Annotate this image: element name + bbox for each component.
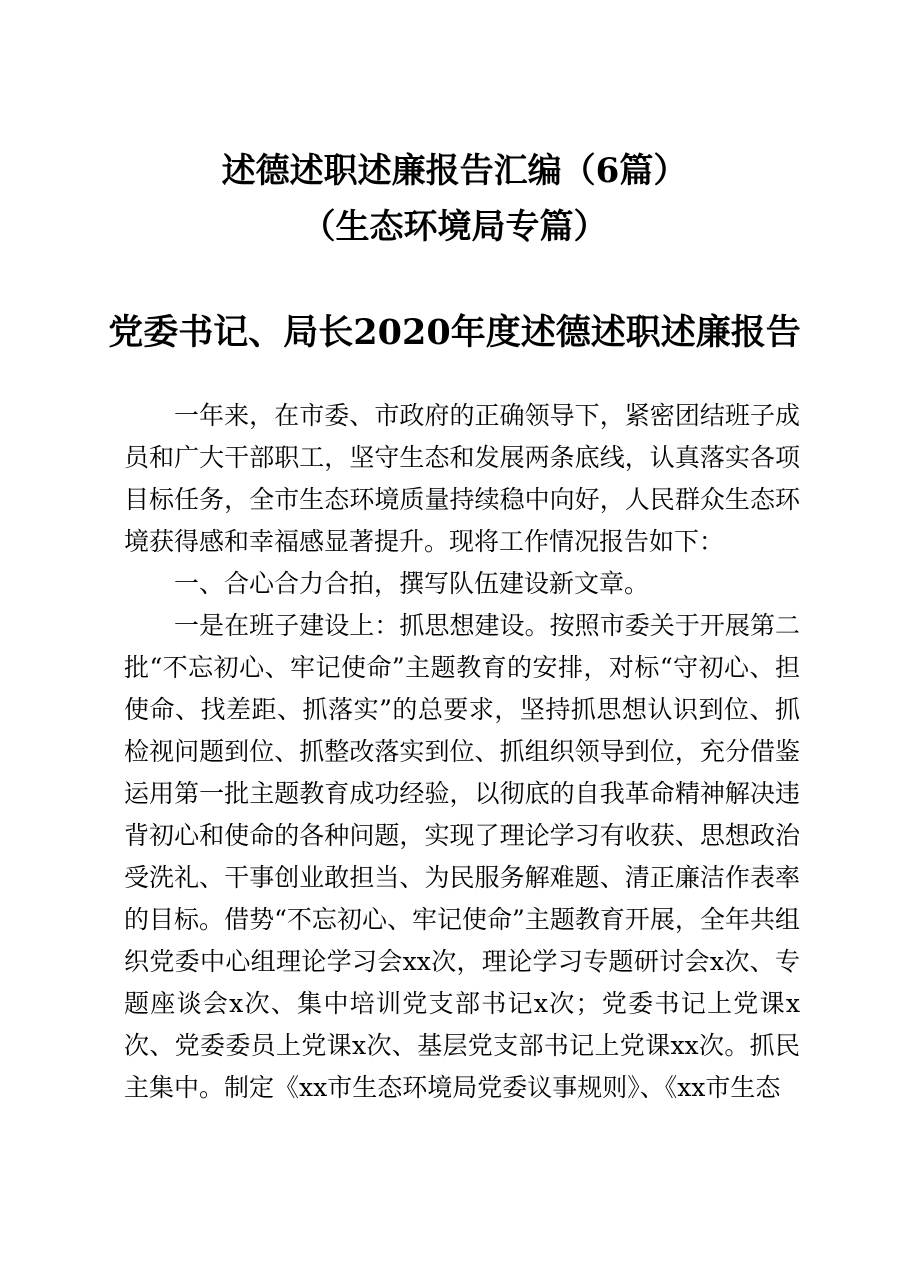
document-subtitle: （生态环境局专篇） bbox=[301, 207, 608, 247]
document-title: 述德述职述廉报告汇编（6篇） bbox=[221, 151, 688, 191]
paragraph-team-building: 一是在班子建设上：抓思想建设。按照市委关于开展第二批“不忘初心、牢记使命”主题教育的安排，对标“守初心、担使命、找差距、抓落实”的总要求，坚持抓思想认识到位、抓检视问题到位、抓整改落实到位、抓组织领导到位，充分借鉴运用第一批主题教育成功经验，以彻底的自我革命精神解决违背初心和使命的各种问题，实现了理论学习有收获、思想政治受洗礼、干事创业敢担当、为民服务解难题、清正廉洁作表率的目标。借势“不忘初心、牢记使命”主题教育开展，全年共组织党委中心组理论学习会xx次，理论学习专题研讨会x次、专题座谈会x次、集中培训党支部书记x次；党委书记上党课x次、党委委员上党课x次、基层党支部书记上党课xx次。抓民主集中。制定《xx市生态环境局党委议事规则》、《xx市生态 bbox=[124, 611, 800, 1102]
paragraph-intro: 一年来，在市委、市政府的正确领导下，紧密团结班子成员和广大干部职工，坚守生态和发展两条底线，认真落实各项目标任务，全市生态环境质量持续稳中向好，人民群众生态环境获得感和幸福感显著提升。现将工作情况报告如下： bbox=[124, 401, 800, 556]
report-title: 党委书记、局长2020年度述德述职述廉报告 bbox=[108, 312, 801, 353]
document-body bbox=[124, 395, 800, 1109]
paragraph-section-heading: 一、合心合力合拍，撰写队伍建设新文章。 bbox=[174, 569, 650, 598]
